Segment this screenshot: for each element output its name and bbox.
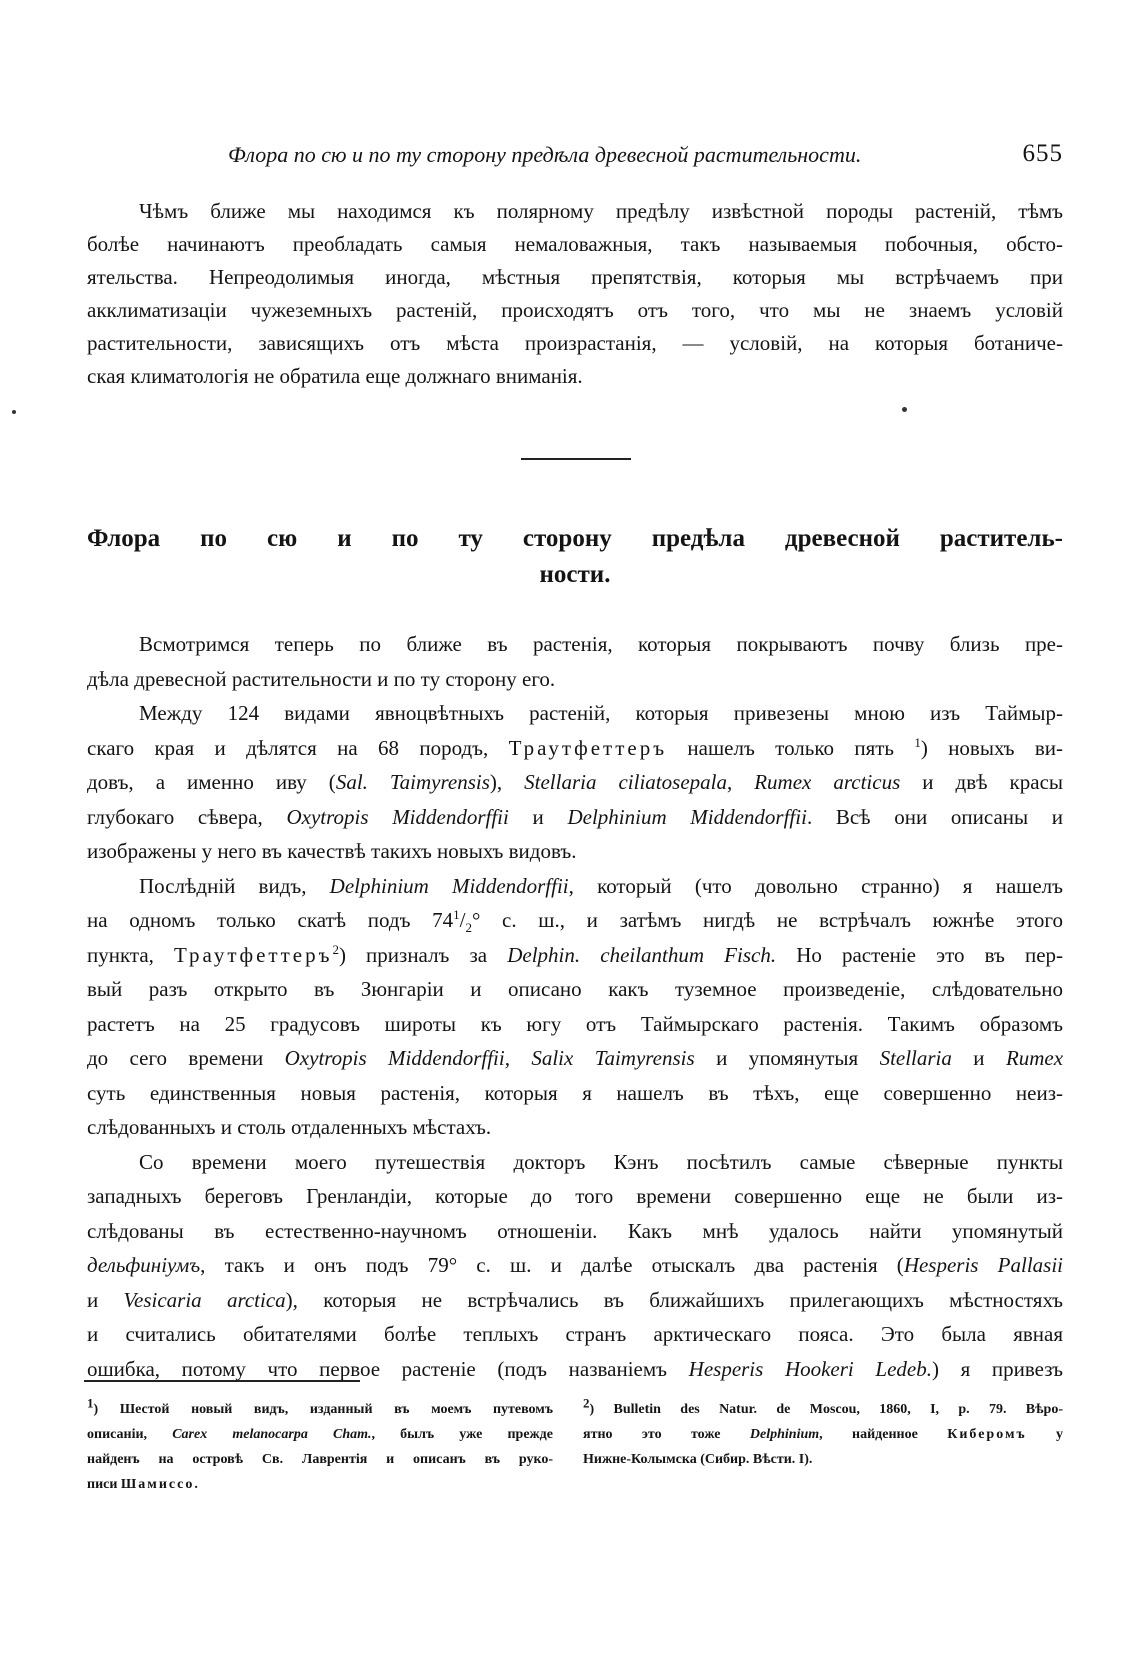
footnote-line: $^2$) Bulletin des Natur. de Moscou, 1860, I, p. 79. Вѣро-	[583, 1395, 1063, 1417]
text-line: растительности, зависящихъ отъ мѣста произрастанія, — условій, на которыя ботаниче-	[87, 331, 1063, 355]
text-line: Всмотримся теперь по ближе въ растенія, которыя покрываютъ почву близь пре-	[139, 632, 1063, 656]
text-line: на одномъ только скатѣ подъ $74^1/_2^\circ$ с. ш., и затѣмъ нигдѣ не встрѣчалъ южнѣе этого	[87, 907, 1063, 936]
text-line: растетъ на 25 градусовъ широты къ югу отъ Таймырскаго растенія. Такимъ образомъ	[87, 1011, 1063, 1036]
footnote-rule	[84, 1380, 360, 1382]
footnote-1	[87, 1397, 553, 1497]
text-line: слѣдованы въ естественно-научномъ отношеніи. Какъ мнѣ удалось найти упомянутый	[87, 1218, 1063, 1243]
text-line: и считались обитателями болѣе теплыхъ странъ арктическаго пояса. Это была явная	[87, 1322, 1063, 1346]
section-separator	[521, 458, 631, 460]
footnote-line: найденъ на островѣ Св. Лаврентія и описанъ въ руко-	[87, 1452, 553, 1467]
footnote-line: описаніи, Carex melanocarpa Cham., былъ уже прежде	[87, 1427, 553, 1442]
footnote-mark: 2	[583, 1395, 590, 1411]
text-line: Послѣдній видъ, Delphinium Middendorffii, который (что довольно странно) я нашелъ	[139, 873, 1063, 898]
footnote-mark: 1	[87, 1395, 94, 1411]
text-line: ятельства. Непреодолимыя иногда, мѣстныя препятствія, которыя мы встрѣчаемъ при	[87, 265, 1063, 289]
text-line: до сего времени Oxytropis Middendorffii, Salix Taimyrensis и упомянутыя Stellaria и Rumex	[87, 1046, 1063, 1070]
text-line: Со времени моего путешествія докторъ Кэнъ посѣтилъ самые сѣверные пункты	[139, 1149, 1063, 1174]
intro-paragraph	[87, 195, 1063, 393]
text-line: ошибка, потому что первое растеніе (подъ названіемъ Hesperis Hookeri Ledeb.) я привезъ	[87, 1356, 1063, 1381]
print-speck	[12, 410, 16, 414]
footnote-2	[583, 1397, 1063, 1472]
footnote-line: писи Шамиссо.	[87, 1477, 198, 1492]
footnote-line: ятно это тоже Delphinium, найденное Киберомъ у	[583, 1427, 1064, 1442]
text-line: Чѣмъ ближе мы находимся къ полярному предѣлу извѣстной породы растеній, тѣмъ	[139, 199, 1063, 223]
running-head	[228, 142, 1063, 172]
footnote-ref: 1	[914, 734, 921, 750]
section-heading-line: Флора по сю и по ту сторону предѣла древесной раститель-	[87, 525, 1063, 552]
text-line: и Vesicaria arctica), которыя не встрѣчались въ ближайшихъ прилегающихъ мѣстностяхъ	[87, 1287, 1063, 1312]
footnote-line: $^1$) Шестой новый видъ, изданный въ моемъ путевомъ	[87, 1395, 553, 1417]
text-line: Между 124 видами явноцвѣтныхъ растеній, которыя привезены мною изъ Таймыр-	[139, 701, 1063, 725]
text-line: вый разъ открыто въ Зюнгаріи и описано какъ туземное произведеніе, слѣдовательно	[87, 977, 1063, 1001]
text-line: западныхъ береговъ Гренландіи, которые до того времени совершенно еще не были из-	[87, 1184, 1063, 1208]
text-line: акклиматизаціи чужеземныхъ растеній, происходятъ отъ того, что мы не знаемъ условій	[87, 298, 1063, 322]
text-line: слѣдованныхъ и столь отдаленныхъ мѣстахъ.	[87, 1115, 492, 1139]
author-name: Траутфеттеръ	[508, 735, 668, 760]
text-line: дельфиніумъ, такъ и онъ подъ 79° с. ш. и далѣе отыскалъ два растенія (Hesperis Pallasii	[87, 1253, 1063, 1277]
author-name: Траутфеттеръ	[174, 942, 333, 967]
main-text	[87, 627, 1063, 1386]
text-line: суть единственныя новыя растенія, которыя я нашелъ въ тѣхъ, еще совершенно неиз-	[87, 1080, 1063, 1105]
text-line: болѣе начинаютъ преобладать самыя немаловажныя, такъ называемыя побочныя, обсто-	[87, 232, 1063, 256]
text-line: ская климатологія не обратила еще должнаго вниманія.	[87, 364, 583, 388]
text-line: глубокаго сѣвера, Oxytropis Middendorffii и Delphinium Middendorffii. Всѣ они описаны и	[87, 804, 1063, 829]
text-line: дѣла древесной растительности и по ту сторону его.	[87, 666, 556, 691]
footnote-ref: 2	[332, 941, 339, 957]
print-speck	[902, 407, 907, 412]
section-heading	[87, 521, 1063, 593]
section-heading-line: ности.	[539, 561, 611, 588]
text-line: изображены у него въ качествѣ такихъ новыхъ видовъ.	[87, 839, 577, 863]
page-number: 655	[1022, 140, 1063, 167]
running-head-title: Флора по сю и по ту сторону предѣла древесной растительности.	[228, 142, 862, 167]
text-line: довъ, а именно иву (Sal. Taimyrensis), Stellaria ciliatosepala, Rumex arcticus и двѣ красы	[87, 770, 1063, 794]
text-line: пункта, Траутфеттеръ$^2$) призналъ за Delphin. cheilanthum Fisch. Но растеніе это въ пер-	[87, 941, 1063, 967]
footnote-line: Нижне-Колымска (Сибир. Вѣсти. I).	[583, 1452, 813, 1467]
text-line: скаго края и дѣлятся на 68 породъ, Траутфеттеръ нашелъ только пять $^1$) новыхъ ви-	[87, 734, 1063, 760]
